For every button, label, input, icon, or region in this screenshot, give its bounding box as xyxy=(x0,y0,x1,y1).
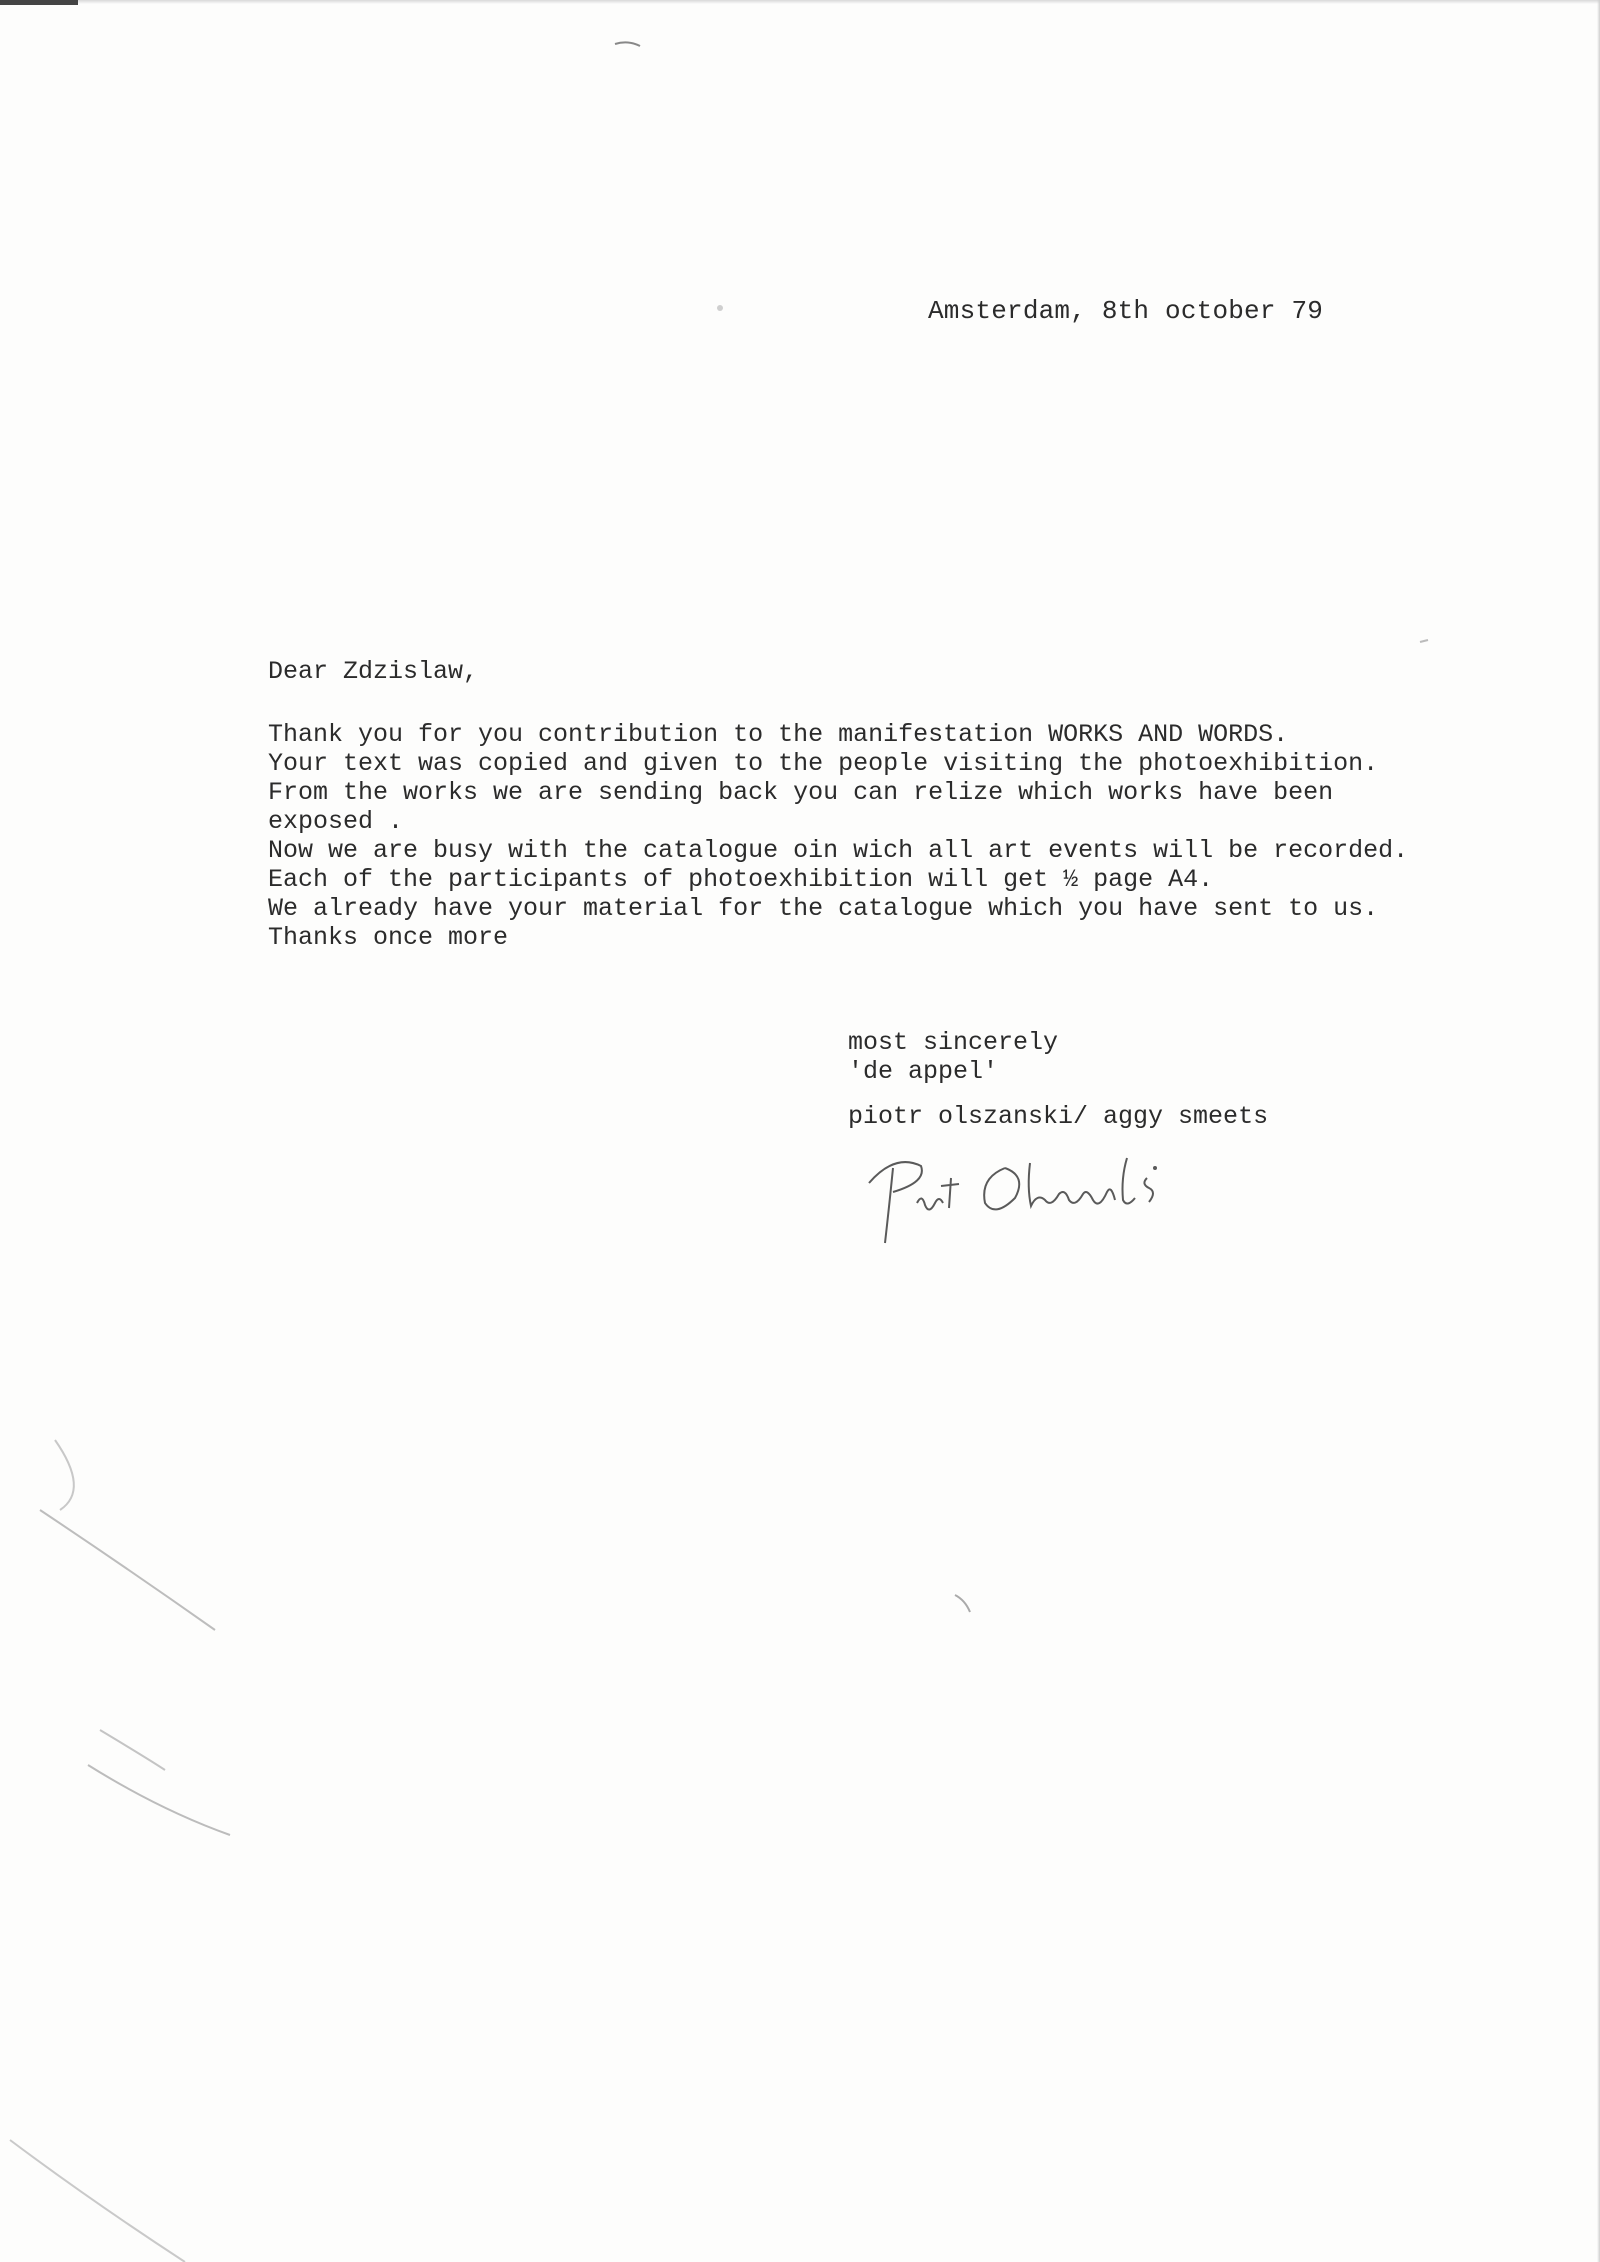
body-line: We already have your material for the catalogue which you have sent to us. xyxy=(268,894,1379,923)
letter-body xyxy=(268,720,1518,952)
letter-closing xyxy=(848,1028,1268,1131)
handwritten-signature xyxy=(855,1148,1235,1248)
body-line: Now we are busy with the catalogue oin wich all art events will be recorded. xyxy=(268,836,1409,865)
closing-names: piotr olszanski/ aggy smeets xyxy=(848,1102,1269,1131)
closing-organization: 'de appel' xyxy=(848,1057,999,1086)
salutation: Dear Zdzislaw, xyxy=(268,657,479,686)
letter-date: Amsterdam, 8th october 79 xyxy=(928,296,1324,326)
body-line: Each of the participants of photoexhibition will get ½ page A4. xyxy=(268,865,1214,894)
body-line: Thanks once more xyxy=(268,923,509,952)
closing-sincerely: most sincerely xyxy=(848,1028,1059,1057)
body-line: Thank you for you contribution to the manifestation WORKS AND WORDS. xyxy=(268,720,1289,749)
scan-corner-mark xyxy=(0,0,78,5)
paper-top-edge xyxy=(0,0,1600,4)
body-line: exposed . xyxy=(268,807,404,836)
body-line: Your text was copied and given to the people visiting the photoexhibition. xyxy=(268,749,1379,778)
body-line: From the works we are sending back you can relize which works have been xyxy=(268,778,1334,807)
